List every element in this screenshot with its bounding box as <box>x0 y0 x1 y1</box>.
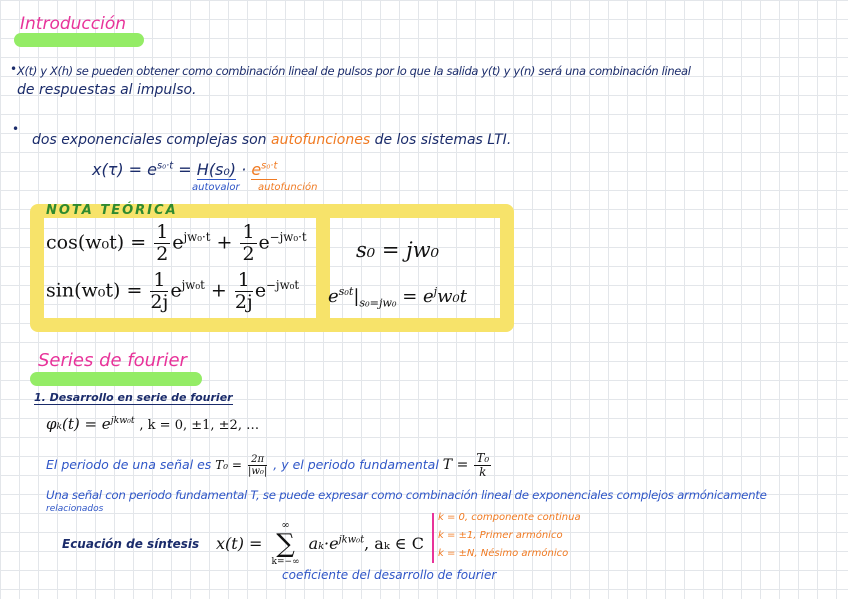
period-line: El periodo de una señal es T₀ = $\frac{2\pi}{\text{|w₀|}}$ , y el periodo fundamental T = $\frac{\text{T₀}}{k}$ <box>46 451 490 480</box>
k-note-1: k = ±1, Primer armónico <box>438 530 563 541</box>
nota-title: NOTA TEÓRICA <box>46 203 178 218</box>
phi-definition: $\varphi_k(t) = e^{jkw_0t}$ , k = 0, ±1, ±2, … <box>46 415 260 433</box>
eq-exp: s₀·t <box>157 160 174 172</box>
intro-line-3 <box>32 132 511 148</box>
eq-rhs: $e^{s_0\cdot t}$ <box>251 160 278 179</box>
synthesis-label: Ecuación de síntesis <box>62 537 200 551</box>
eq-mid: H(s₀) <box>196 160 237 179</box>
autofunction-equation: $x(\tau) = e^{s_0\cdot t} = H(s_0) \cdot e^{s_0\cdot t}$ <box>92 160 278 179</box>
cos-identity: cos(w₀t) = $\frac{1}{2}$ $e^{jw_0\cdot t}$ + $\frac{1}{2}$ $e^{-jw_0\cdot t}$ <box>46 221 307 265</box>
section-title-series: Series de fourier <box>38 350 187 371</box>
nota-box-right <box>316 204 514 332</box>
intro-line-3-highlight: autofunciones <box>271 132 371 148</box>
intro-line-3-post: de los sistemas LTI. <box>374 132 512 148</box>
combination-line-1: Una señal con periodo fundamental T, se puede expresar como combinación lineal de exponenciales complejos armónicamente <box>46 488 767 502</box>
series-title-highlight <box>30 372 202 386</box>
k-note-0: k = 0, componente continua <box>438 512 581 523</box>
k-note-2: k = ±N, Nésimo armónico <box>438 548 569 559</box>
synthesis-equation: x(t) = ∞ ∑ k=−∞ $a_k\cdot e^{jkw_0t}$, aₖ ∈ C <box>216 520 424 567</box>
intro-line-1: X(t) y X(h) se pueden obtener como combinación lineal de pulsos por lo que la salida y(t) y y(n) será una combinación lineal <box>17 64 691 78</box>
s0-equation: s₀ = jw₀ <box>356 238 440 262</box>
sin-identity: sin(w₀t) = $\frac{1}{2j}$ $e^{jw_0t}$ + $\frac{1}{2j}$ $e^{-jw_0t}$ <box>46 269 300 313</box>
intro-line-3-pre: dos exponenciales complejas son <box>32 132 267 148</box>
bullet-1: • <box>10 62 18 76</box>
series-subtitle: 1. Desarrollo en serie de fourier <box>34 391 233 404</box>
title-highlight <box>14 33 144 47</box>
label-autofuncion: autofunción <box>258 182 318 193</box>
eq-lhs: x(τ) = e <box>92 160 158 179</box>
ak-coefficient-label: coeficiente del desarrollo de fourier <box>282 568 497 582</box>
k-notes-bracket <box>432 513 434 563</box>
section-title-introduccion: Introducción <box>20 14 127 34</box>
combination-line-2: relacionados <box>46 504 104 514</box>
bullet-2: • <box>12 122 20 136</box>
label-autovalor: autovalor <box>192 182 240 193</box>
intro-line-2: de respuestas al impulso. <box>17 82 197 98</box>
est-equation: $e^{s_0t}|_{s_0=jw_0} = e^jw_0t$ <box>328 285 467 310</box>
